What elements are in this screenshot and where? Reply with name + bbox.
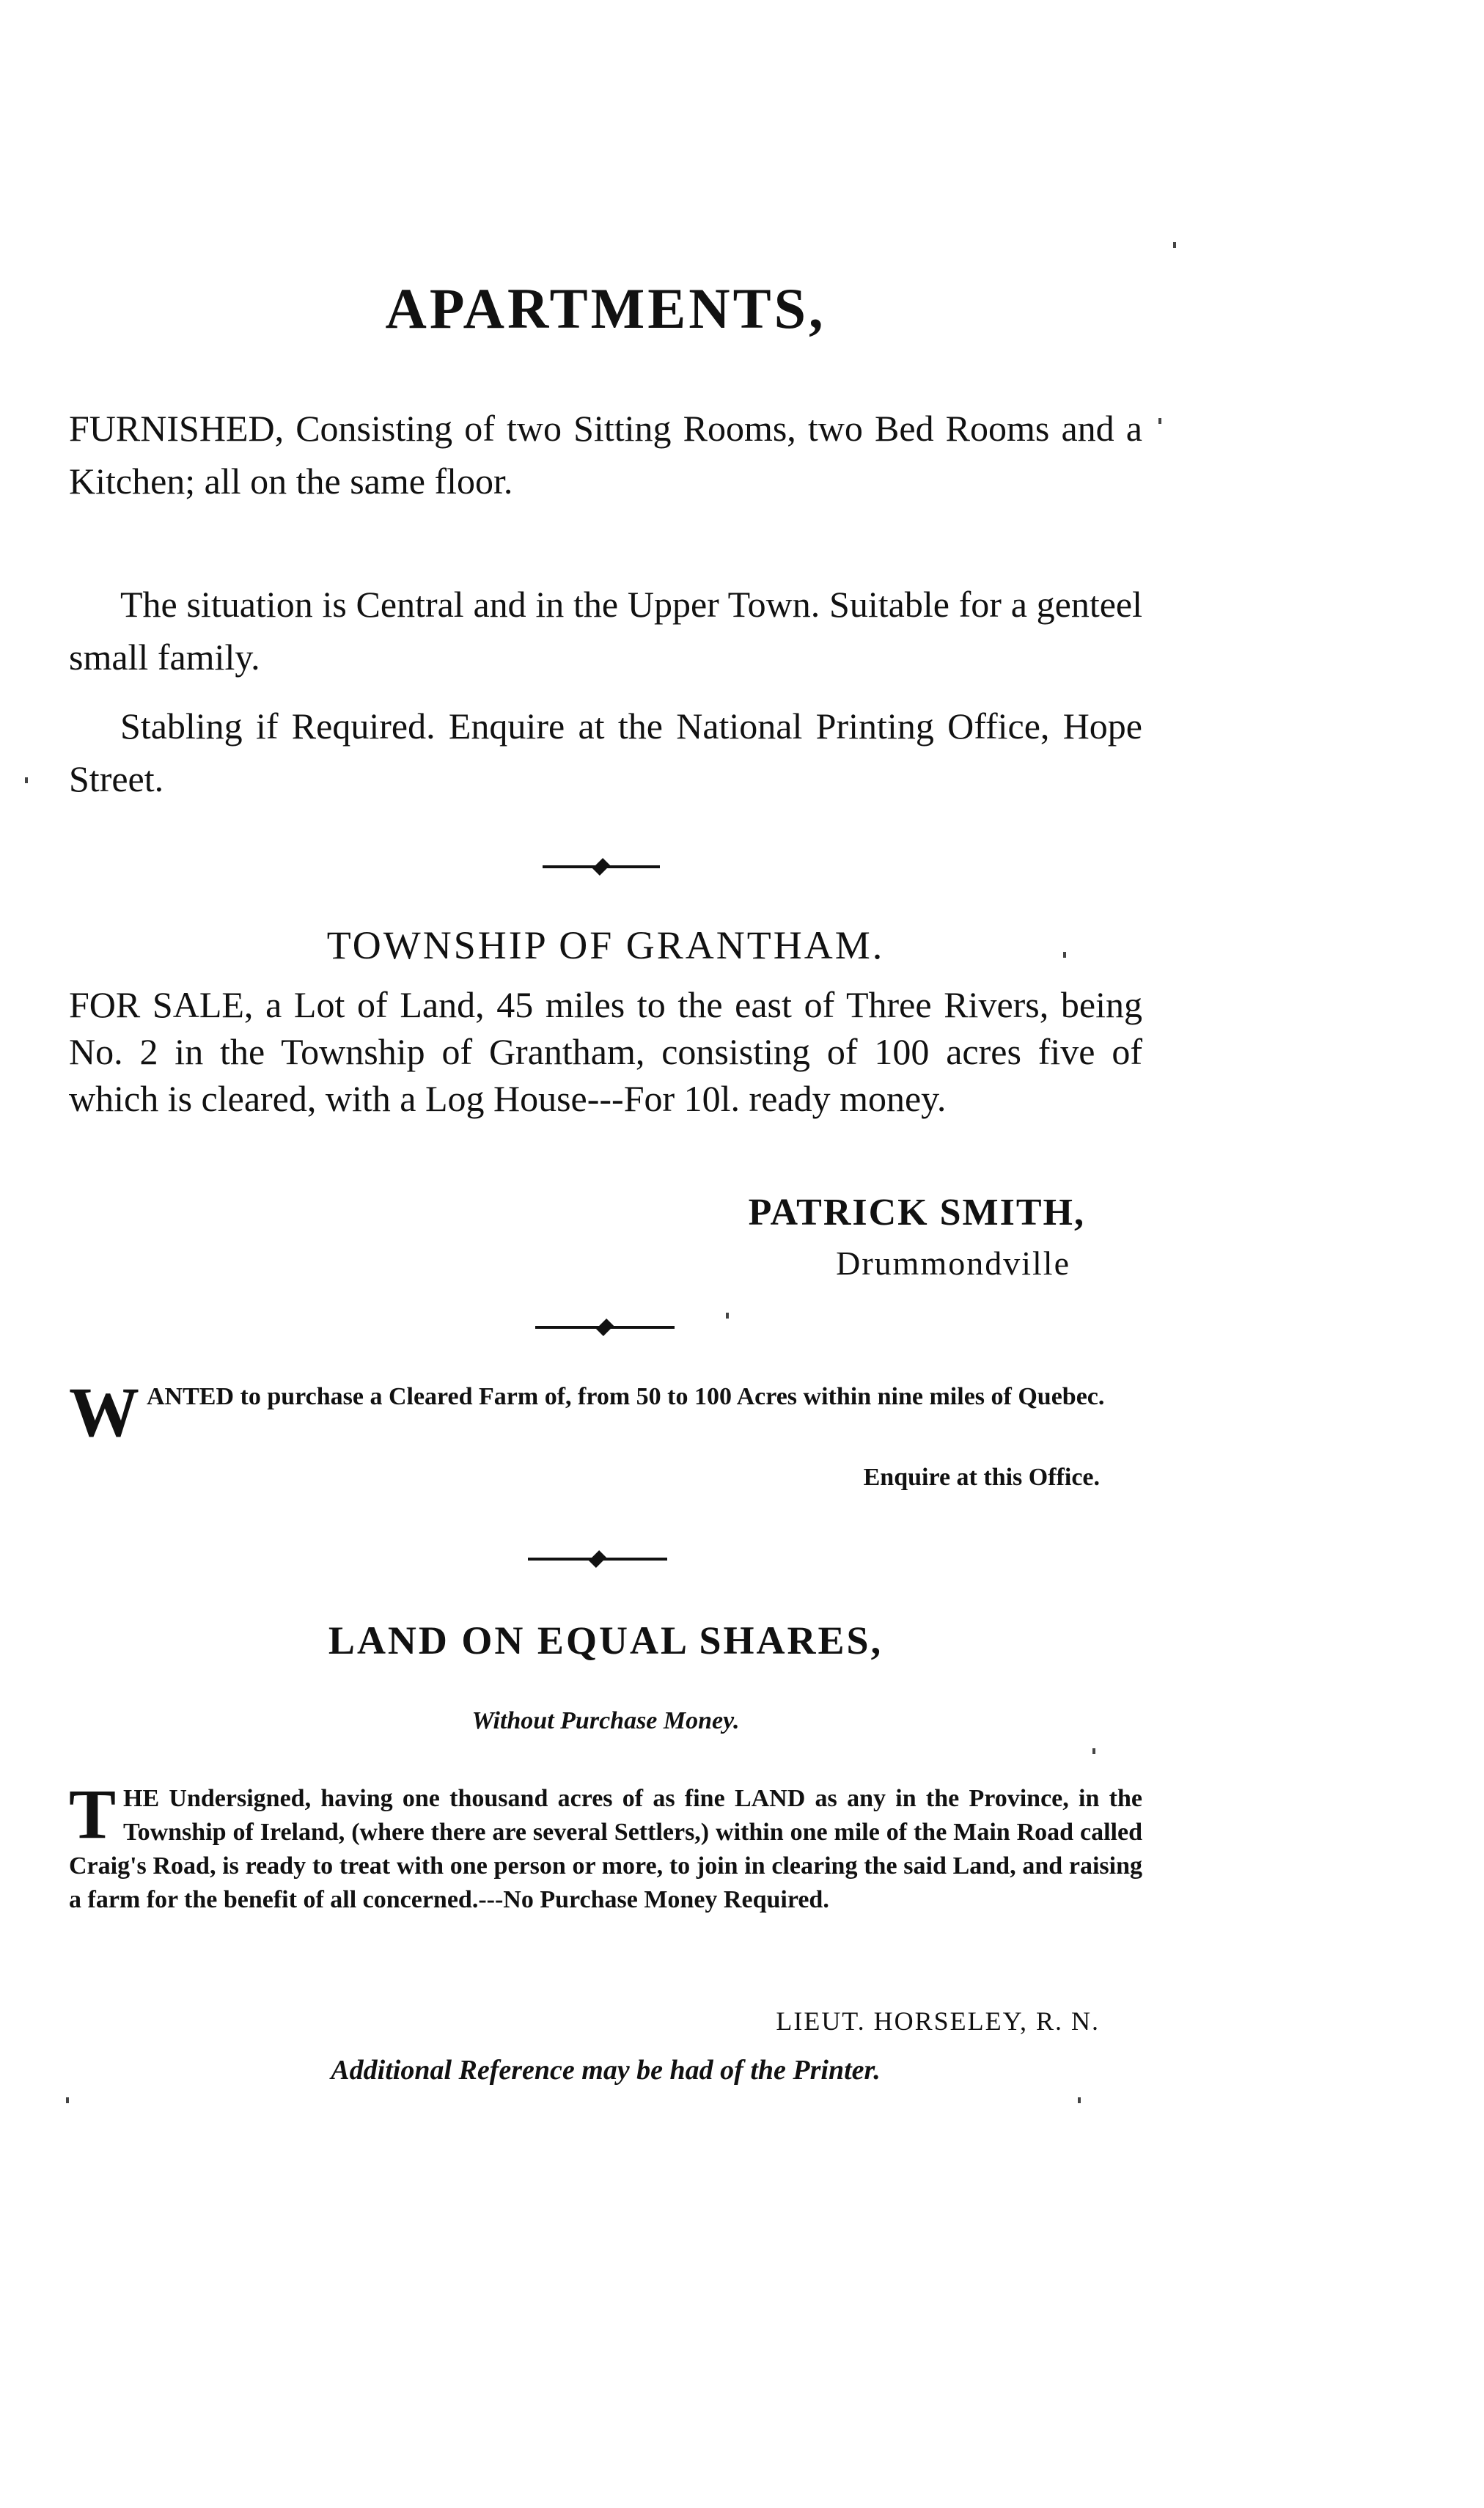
wanted-enquire: Enquire at this Office. xyxy=(863,1464,1100,1491)
wanted-dropcap: W xyxy=(69,1373,139,1451)
print-speck xyxy=(1173,242,1176,248)
apartments-title: APARTMENTS, xyxy=(385,276,826,340)
print-speck xyxy=(25,777,28,783)
grantham-place: Drummondville xyxy=(836,1244,1070,1282)
print-speck xyxy=(66,2097,69,2103)
wanted-advertisement xyxy=(69,1373,1142,1451)
section-divider xyxy=(535,1326,675,1329)
land-dropcap: T xyxy=(69,1775,117,1853)
land-body-block xyxy=(69,1775,1142,1917)
grantham-signature: PATRICK SMITH, xyxy=(748,1192,1085,1233)
grantham-body: FOR SALE, a Lot of Land, 45 miles to the east of Three Rivers, being No. 2 in the Township of Grantham, consisting of 100 acres five of which is cleared, with a Log House---For 10l. ready money. xyxy=(69,984,1142,1119)
land-subheading: Without Purchase Money. xyxy=(471,1707,740,1734)
land-signature: LIEUT. HORSELEY, R. N. xyxy=(776,2006,1100,2036)
print-speck xyxy=(1158,418,1161,424)
apartments-paragraph-2: The situation is Central and in the Upper Town. Suitable for a genteel small family. xyxy=(69,584,1142,678)
land-note: Additional Reference may be had of the Printer. xyxy=(331,2055,881,2086)
section-divider xyxy=(543,865,660,868)
print-speck xyxy=(1063,952,1066,958)
land-heading: LAND ON EQUAL SHARES, xyxy=(328,1618,884,1662)
print-speck xyxy=(726,1313,729,1319)
apartments-paragraph-3: Stabling if Required. Enquire at the National Printing Office, Hope Street. xyxy=(69,705,1142,799)
land-body: HE Undersigned, having one thousand acres of as fine LAND as any in the Province, in the Township of Ireland, (where there are several Settlers,) within one mile of the Main Road called Craig's Road, is ready to treat with one person or more, to join in clearing the said Land, and raising a farm for the benefit of all concerned.---No Purchase Money Required. xyxy=(69,1785,1142,1913)
print-speck xyxy=(1078,2097,1081,2103)
grantham-heading: TOWNSHIP OF GRANTHAM. xyxy=(326,923,885,967)
print-speck xyxy=(1092,1748,1095,1754)
apartments-paragraph-1: FURNISHED, Consisting of two Sitting Rooms, two Bed Rooms and a Kitchen; all on the same floor. xyxy=(69,408,1142,502)
wanted-body: ANTED to purchase a Cleared Farm of, from 50 to 100 Acres within nine miles of Quebec. xyxy=(147,1383,1105,1410)
section-divider xyxy=(528,1558,667,1561)
